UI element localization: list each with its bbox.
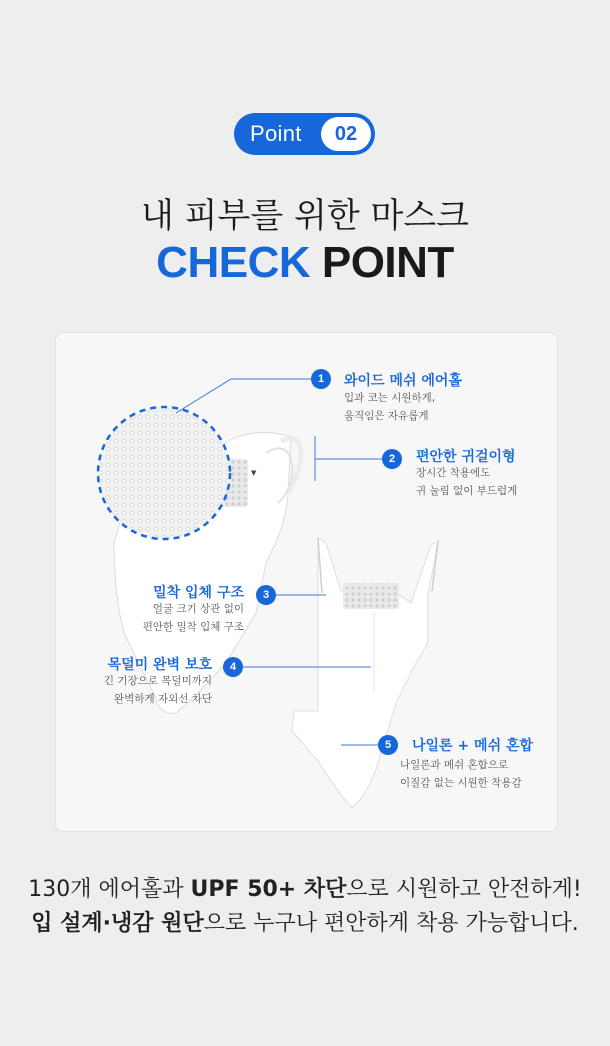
feature-4-desc [56,672,212,708]
feature-5-title: 나일론 + 메쉬 혼합 [412,738,534,754]
feature-5-badge: 5 [378,735,398,755]
feature-2-desc [416,464,517,500]
headline-korean: 내 피부를 위한 마스크 [140,196,470,236]
feature-card [55,332,558,832]
feature-1-desc-line1: 입과 코는 시원하게, [344,392,436,404]
summary-1b: UPF 50+ 차단 [190,877,347,902]
feature-5-desc-line1: 나일론과 메쉬 혼합으로 [400,759,509,771]
svg-text:▼: ▼ [251,469,257,477]
feature-4-badge: 4 [223,657,243,677]
feature-1-desc [344,389,435,425]
feature-5-desc [400,756,522,792]
feature-2-desc-line2: 귀 눌림 없이 부드럽게 [416,485,518,497]
feature-3-title: 밀착 입체 구조 [153,585,244,601]
summary-2a: 입 설계·냉감 원단 [31,911,204,936]
feature-2-title: 편안한 귀걸이형 [416,449,516,465]
feature-1-desc-line2: 움직임은 자유롭게 [344,410,429,422]
feature-1-title: 와이드 메쉬 에어홀 [344,373,462,389]
point-badge-number: 02 [321,117,371,151]
headline-accent: CHECK [156,238,311,287]
point-badge-label: Point [250,121,302,146]
summary-line-1 [0,872,610,903]
feature-2-desc-line1: 장시간 착용에도 [416,467,491,479]
feature-3-desc [72,600,244,636]
feature-4-desc-line1: 긴 기장으로 목덜미까지 [103,675,212,687]
feature-4-title: 목덜미 완벽 보호 [107,657,212,673]
feature-5-desc-line2: 이질감 없는 시원한 착용감 [400,777,522,789]
feature-3-desc-line2: 편안한 밀착 입체 구조 [142,621,244,633]
summary-1c: 으로 시원하고 안전하게! [346,877,582,902]
feature-3-badge: 3 [256,585,276,605]
feature-1-badge: 1 [311,369,331,389]
feature-3-desc-line1: 얼굴 크기 상관 없이 [152,603,244,615]
headline-rest: POINT [321,238,454,287]
summary-line-2 [0,906,610,937]
summary-1a: 130개 에어홀과 [28,877,191,902]
summary-2b: 으로 누구나 편안하게 착용 가능합니다. [203,911,579,936]
feature-4-desc-line2: 완벽하게 자외선 차단 [114,693,212,705]
point-badge [234,113,375,155]
headline-check-point [0,238,610,288]
feature-2-badge: 2 [382,449,402,469]
